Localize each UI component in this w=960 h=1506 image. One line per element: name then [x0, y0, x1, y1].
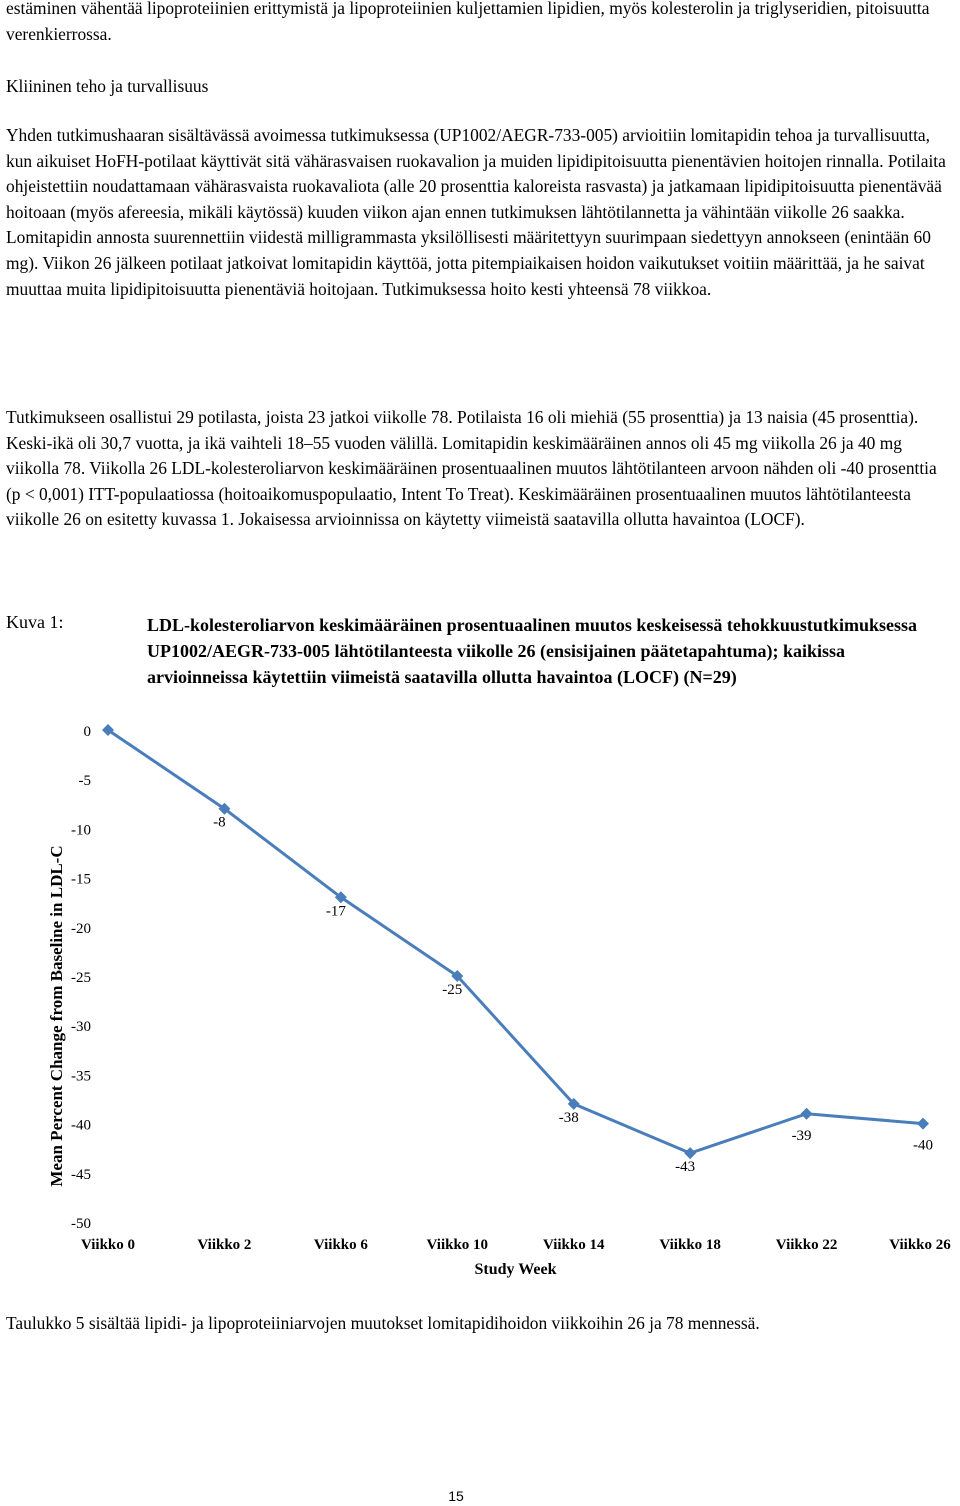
ldl-change-chart — [0, 710, 960, 1290]
series-line — [108, 730, 923, 1153]
data-label: -25 — [442, 982, 463, 998]
data-label: -17 — [325, 903, 346, 920]
data-label: -43 — [675, 1159, 696, 1176]
section-heading: Kliininen teho ja turvallisuus — [6, 76, 209, 96]
y-tick-label: -15 — [71, 871, 91, 888]
y-axis-label: Mean Percent Change from Baseline in LDL-C — [47, 845, 66, 1187]
y-tick-label: -10 — [71, 822, 91, 839]
closing-paragraph: Taulukko 5 sisältää lipidi- ja lipoproteiiniarvojen muutokset lomitapidihoidon viikkoihin 26 ja 78 mennessä. — [6, 1313, 760, 1333]
x-tick-label: Viikko 10 — [426, 1237, 489, 1253]
data-point — [917, 1118, 929, 1130]
data-label: -39 — [791, 1127, 812, 1144]
x-tick-label: Viikko 26 — [889, 1237, 951, 1253]
y-tick-label: -25 — [71, 970, 91, 986]
figure-label: Kuva 1: — [6, 612, 64, 632]
y-tick-label: -40 — [71, 1117, 91, 1134]
y-tick-label: -50 — [71, 1216, 91, 1232]
x-tick-label: Viikko 22 — [775, 1237, 838, 1253]
x-tick-label: Viikko 0 — [80, 1237, 136, 1253]
y-tick-label: -20 — [71, 920, 91, 937]
x-axis-label: Study Week — [474, 1261, 557, 1278]
y-tick-label: 0 — [83, 724, 91, 740]
data-label: -38 — [558, 1109, 579, 1126]
page-number: 15 — [448, 1488, 464, 1504]
y-tick-label: -5 — [78, 773, 91, 790]
y-tick-label: -30 — [71, 1019, 91, 1036]
paragraph-1: Yhden tutkimushaaran sisältävässä avoimessa tutkimuksessa (UP1002/AEGR-733-005) arvioitiin lomitapidin tehoa ja turvallisuutta, kun aikuiset HoFH-potilaat käyttivät sitä vähärasvaisen ruokavalion ja muiden lipidipitoisuutta pienentävien hoitojen rinnalla. Potilaita ohjeistettiin noudattamaan vähärasvaista ruokavaliota (alle 20 prosenttia kaloreista rasvasta) ja jatkamaan lipidipitoisuutta pienentävää hoitoaan (myös afereesia, mikäli käytössä) kuuden viikon ajan ennen tutkimuksen lähtötilannetta ja vähintään viikolle 26 saakka. Lomitapidin annosta suurennettiin viidestä milligrammasta yksilöllisesti määritettyyn suurimpaan siedettyyn annokseen (enintään 60 mg). Viikon 26 jälkeen potilaat jatkoivat lomitapidin käyttöä, jotta pitempiaikaisen hoidon vaikutukset voitiin määrittää, ja he saivat muuttaa muita lipidipitoisuutta pienentäviä hoitojaan. Tutkimuksessa hoito kesti yhteensä 78 viikkoa. — [6, 125, 946, 299]
data-point — [684, 1147, 696, 1159]
figure-title: LDL-kolesteroliarvon keskimääräinen prosentuaalinen muutos keskeisessä tehokkuustutkimuksessa UP1002/AEGR-733-005 lähtötilanteesta viikolle 26 (ensisijainen päätetapahtuma); kaikissa arvioinneissa käytettiin viimeistä saatavilla ollutta havaintoa (LOCF) (N=29) — [147, 615, 917, 687]
paragraph-2: Tutkimukseen osallistui 29 potilasta, joista 23 jatkoi viikolle 78. Potilaista 16 oli miehiä (55 prosenttia) ja 13 naisia (45 prosenttia). Keski-ikä oli 30,7 vuotta, ja ikä vaihteli 18–55 vuoden välillä. Lomitapidin keskimääräinen annos oli 45 mg viikolla 26 ja 40 mg viikolla 78. Viikolla 26 LDL-kolesteroliarvon keskimääräinen prosentuaalinen muutos lähtötilanteen arvoon nähden oli -40 prosenttia (p < 0,001) ITT-populaatiossa (hoitoaikomuspopulaatio, Intent To Treat). Keskimääräinen prosentuaalinen muutos lähtötilanteesta viikolle 26 on esitetty kuvassa 1. Jokaisessa arvioinnissa on käytetty viimeistä saatavilla ollutta havaintoa (LOCF). — [6, 407, 937, 530]
y-tick-label: -45 — [71, 1166, 91, 1183]
data-label: -8 — [213, 814, 226, 831]
data-label: -40 — [913, 1137, 933, 1154]
x-tick-label: Viikko 6 — [313, 1237, 368, 1253]
y-tick-label: -35 — [71, 1068, 91, 1085]
intro-fragment: estäminen vähentää lipoproteiinien erittymistä ja lipoproteiinien kuljettamien lipidien, myös kolesterolin ja triglyseridien, pitoisuutta verenkierrossa. — [6, 0, 930, 44]
data-point — [801, 1108, 813, 1120]
x-tick-label: Viikko 14 — [542, 1237, 605, 1253]
x-tick-label: Viikko 2 — [197, 1237, 252, 1253]
x-tick-label: Viikko 18 — [659, 1237, 721, 1253]
